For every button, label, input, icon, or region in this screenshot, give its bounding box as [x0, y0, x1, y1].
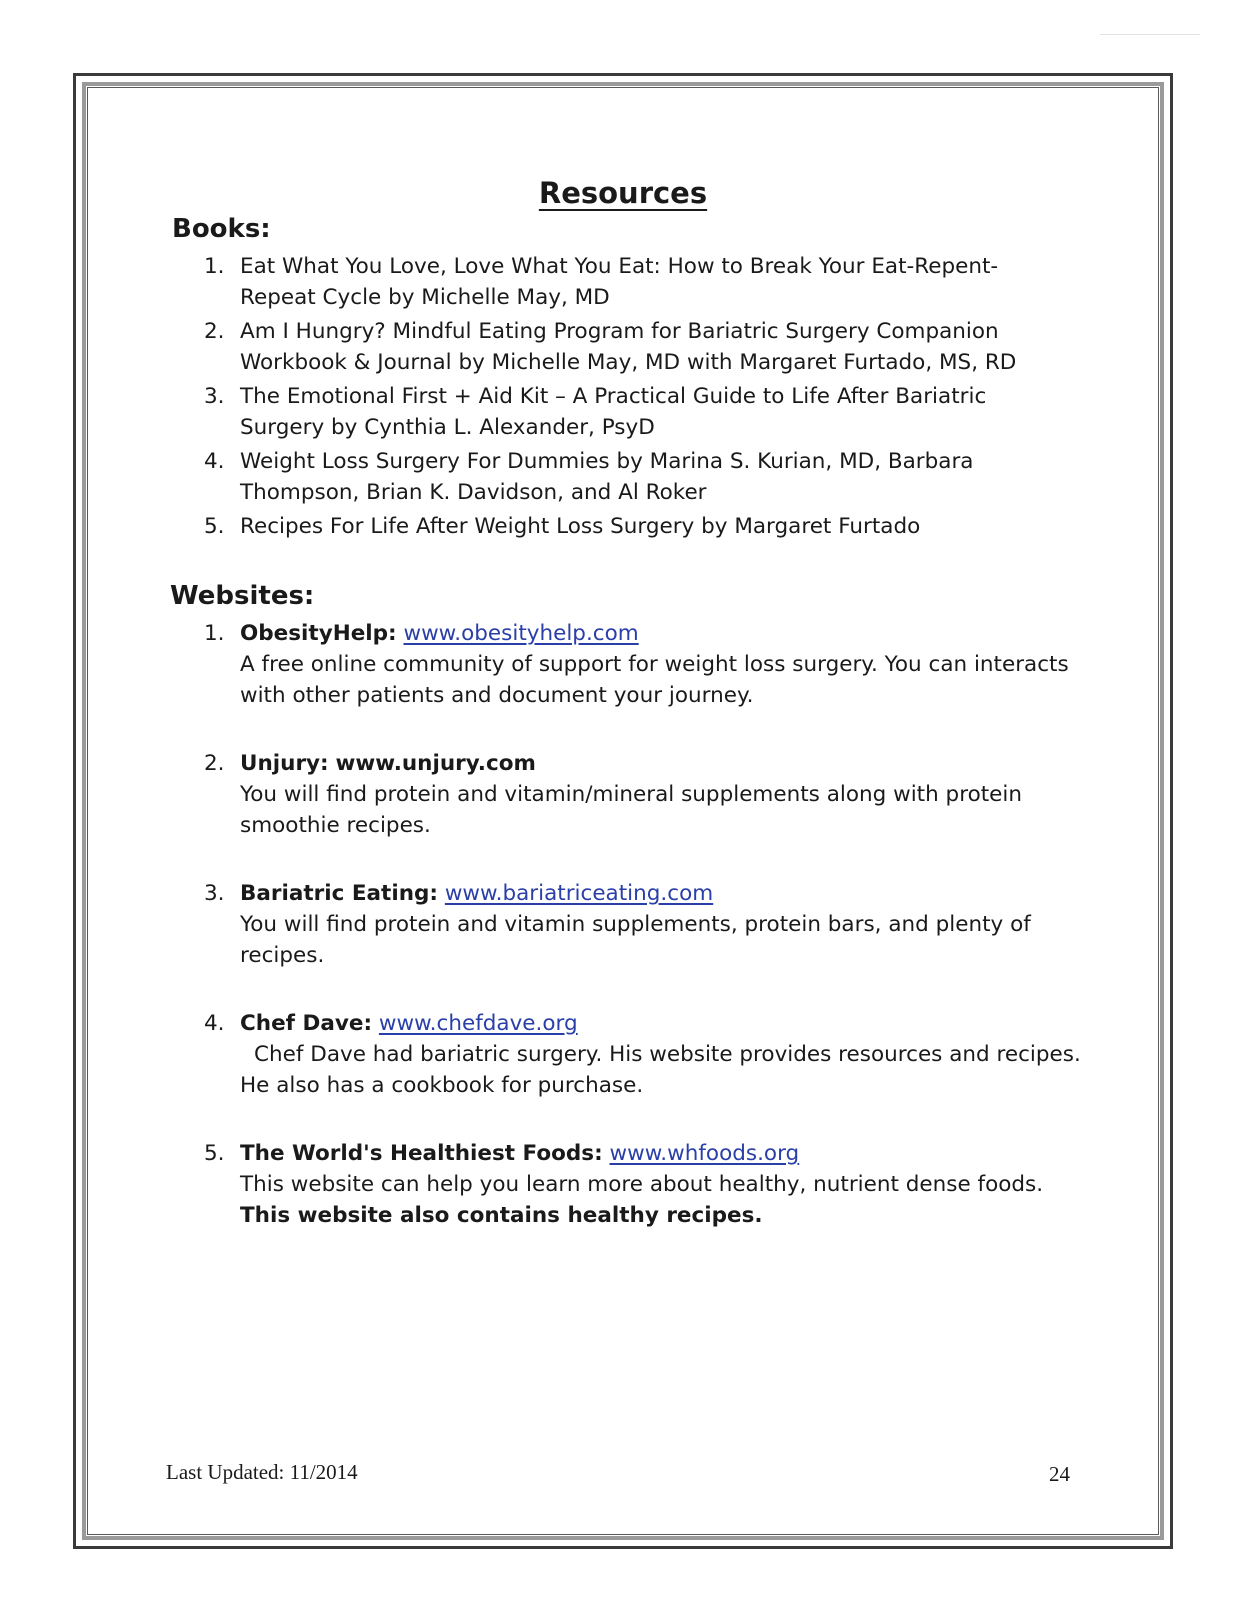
- website-link[interactable]: www.whfoods.org: [609, 1141, 800, 1166]
- website-header: [204, 618, 1084, 649]
- books-heading: Books:: [172, 214, 271, 244]
- book-text: The Emotional First + Aid Kit – A Practical Guide to Life After Bariatric Surgery by Cynthia L. Alexander, PsyD: [240, 384, 987, 440]
- book-text: Weight Loss Surgery For Dummies by Marina S. Kurian, MD, Barbara Thompson, Brian K. Davidson, and Al Roker: [240, 449, 974, 505]
- book-text: Eat What You Love, Love What You Eat: How to Break Your Eat-Repent-Repeat Cycle by Michelle May, MD: [240, 254, 999, 310]
- website-name: The World's Healthiest Foods:: [240, 1141, 603, 1166]
- website-description: You will find protein and vitamin supplements, protein bars, and plenty of recipes.: [240, 912, 1031, 968]
- book-item: [204, 251, 1064, 313]
- book-number: 1.: [204, 254, 225, 279]
- book-number: 4.: [204, 449, 225, 474]
- page-title: Resources: [538, 176, 708, 210]
- website-item-chef-dave: [204, 1008, 1084, 1101]
- website-description: You will find protein and vitamin/mineral supplements along with protein smoothie recipes.: [240, 782, 1022, 838]
- website-name: ObesityHelp:: [240, 621, 397, 646]
- book-number: 3.: [204, 384, 225, 409]
- book-item: [204, 511, 1064, 542]
- website-name: Unjury:: [240, 751, 329, 776]
- website-number: 1.: [204, 621, 225, 646]
- page-number: 24: [1049, 1462, 1070, 1486]
- page-frame: [73, 73, 1173, 1549]
- website-item-obesityhelp: [204, 618, 1084, 711]
- website-name: Chef Dave:: [240, 1011, 373, 1036]
- website-item-whfoods: [204, 1138, 1084, 1231]
- book-item: [204, 316, 1064, 378]
- book-item: [204, 446, 1064, 508]
- website-header: [204, 748, 1084, 779]
- book-text: Am I Hungry? Mindful Eating Program for Bariatric Surgery Companion Workbook & Journal by Michelle May, MD with Margaret Furtado, MS, RD: [240, 319, 1017, 375]
- website-number: 5.: [204, 1141, 225, 1166]
- websites-heading: Websites:: [170, 581, 315, 611]
- website-number: 3.: [204, 881, 225, 906]
- website-description: A free online community of support for weight loss surgery. You can interacts with other patients and document your journey.: [240, 652, 1069, 708]
- website-description-bold: This website also contains healthy recipes.: [240, 1203, 763, 1228]
- website-link[interactable]: www.bariatriceating.com: [444, 881, 714, 906]
- books-list: [204, 251, 1064, 545]
- website-number: 2.: [204, 751, 225, 776]
- website-header: [204, 1008, 1084, 1039]
- website-item-bariatric-eating: [204, 878, 1084, 971]
- website-link[interactable]: www.obesityhelp.com: [403, 621, 639, 646]
- website-header: [204, 878, 1084, 909]
- book-number: 5.: [204, 514, 225, 539]
- website-name: Bariatric Eating:: [240, 881, 438, 906]
- website-item-unjury: [204, 748, 1084, 841]
- last-updated: Last Updated: 11/2014: [166, 1460, 358, 1484]
- book-text: Recipes For Life After Weight Loss Surgery by Margaret Furtado: [240, 514, 921, 539]
- book-number: 2.: [204, 319, 225, 344]
- page-content: [82, 82, 1164, 1540]
- website-description: This website can help you learn more about healthy, nutrient dense foods.: [240, 1172, 1044, 1197]
- scan-artifact-line: [1100, 34, 1200, 35]
- website-description: Chef Dave had bariatric surgery. His website provides resources and recipes. He also has a cookbook for purchase.: [240, 1042, 1081, 1098]
- book-item: [204, 381, 1064, 443]
- website-number: 4.: [204, 1011, 225, 1036]
- website-url-text: www.unjury.com: [335, 751, 536, 776]
- website-header: [204, 1138, 1084, 1169]
- website-link[interactable]: www.chefdave.org: [378, 1011, 578, 1036]
